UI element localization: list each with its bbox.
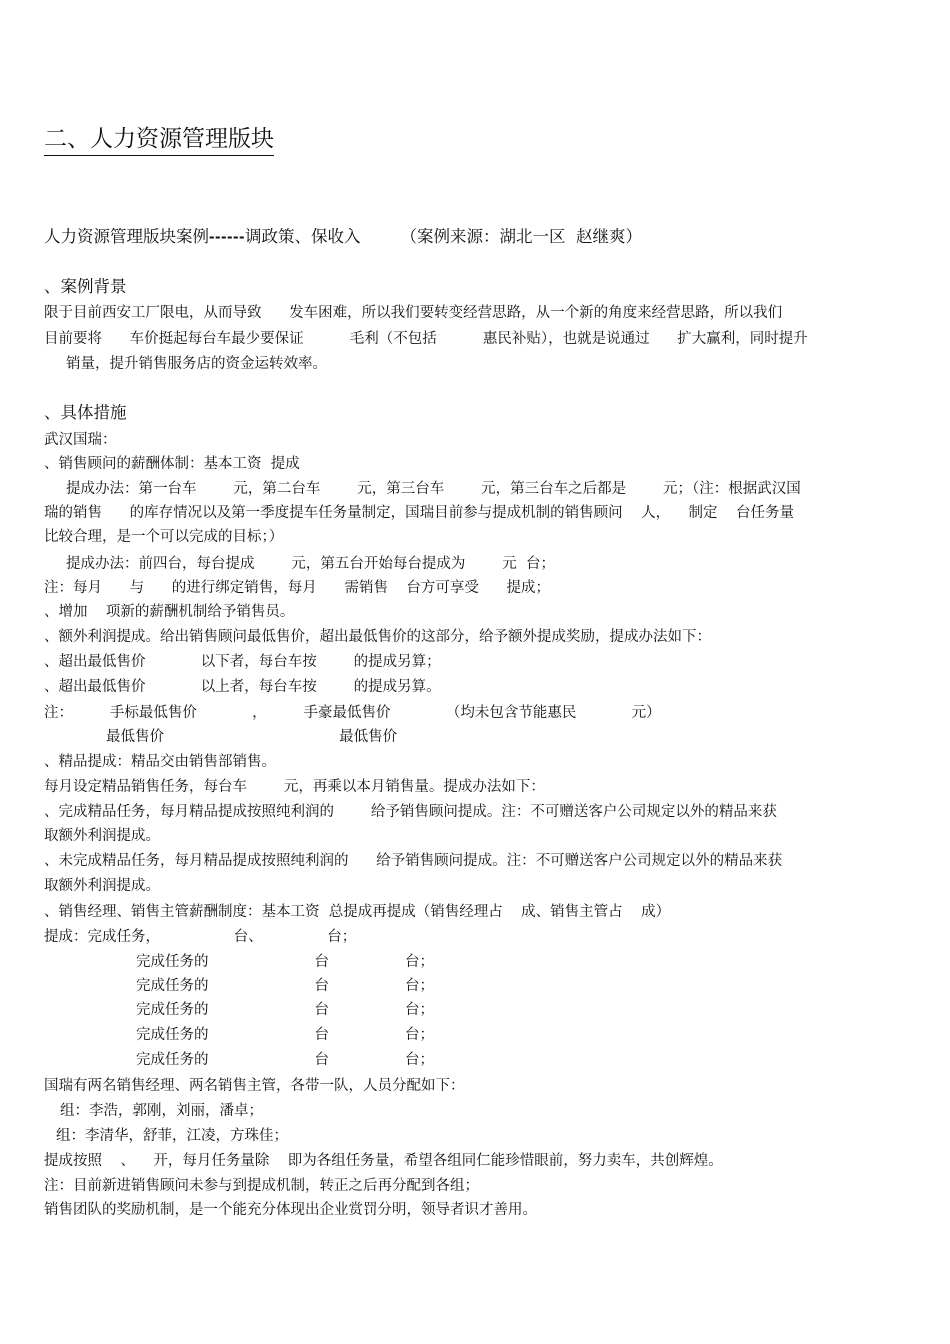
measure-line: 组：李浩，郭刚，刘丽，潘卓；: [60, 1103, 263, 1119]
measure-line: 提成按照 、 开，每月任务量除 即为各组任务量，希望各组同仁能珍惜眼前，努力卖车，共创辉煌。: [44, 1153, 723, 1169]
measure-line: 、超出最低售价 以下者，每台车按 的提成另算；: [44, 654, 441, 670]
tier-row: [136, 975, 434, 997]
measure-line: 注：每月 与 的进行绑定销售，每月 需销售 台方可享受 提成；: [44, 580, 551, 596]
measure-line: 、超出最低售价 以上者，每台车按 的提成另算。: [44, 679, 441, 695]
tier-label: 完成任务的: [136, 954, 209, 970]
measure-line: 瑞的销售 的库存情况以及第一季度提车任务量制定，国瑞目前参与提成机制的销售顾问 人， 制定 台任务量: [44, 505, 794, 521]
tier-end: 台；: [405, 1027, 434, 1043]
measure-line: 、额外利润提成。给出销售顾问最低售价，超出最低售价的这部分，给予额外提成奖励，提成办法如下：: [44, 629, 711, 645]
case-title-topic: 调政策、保收入: [244, 227, 361, 246]
measure-line: 组：李清华，舒菲，江凌，方珠佳；: [56, 1128, 288, 1144]
measure-line: 国瑞有两名销售经理、两名销售主管，各带一队，人员分配如下：: [44, 1078, 465, 1094]
tier-end: 台；: [405, 1052, 434, 1068]
background-line-1: 限于目前西安工厂限电，从而导致 发车困难，所以我们要转变经营思路，从一个新的角度来经营思路，所以我们: [44, 305, 783, 321]
measure-line: 提成办法：第一台车 元，第二台车 元，第三台车 元，第三台车之后都是 元；（注：根据武汉国: [66, 481, 801, 497]
measure-line: 、完成精品任务，每月精品提成按照纯利润的 给予销售顾问提成。注：不可赠送客户公司规定以外的精品来获: [44, 804, 777, 820]
tier-unit: 台: [314, 1052, 329, 1068]
tier-end: 台；: [405, 954, 434, 970]
tier-row: [136, 951, 434, 973]
background-line-2: 目前要将 车价挺起每台车最少要保证 毛利（不包括 惠民补贴），也就是说通过 扩大赢利，同时提升: [44, 331, 808, 347]
tier-row: [136, 999, 434, 1021]
background-line-3: 销量，提升销售服务店的资金运转效率。: [66, 356, 327, 372]
measure-line: 最低售价 最低售价: [106, 729, 398, 745]
measure-line: 取额外利润提成。: [44, 828, 160, 844]
case-title-dashes: ------: [209, 228, 245, 246]
tier-end: 台；: [405, 978, 434, 994]
measure-line: 比较合理，是一个可以完成的目标；）: [44, 529, 284, 545]
tier-label: 完成任务的: [136, 1052, 209, 1068]
tier-row: [136, 1049, 434, 1071]
tier-unit: 台: [314, 954, 329, 970]
measure-line: 、增加 项新的薪酬机制给予销售员。: [44, 604, 295, 620]
tier-label: 完成任务的: [136, 1027, 209, 1043]
tier-unit: 台: [314, 1002, 329, 1018]
measure-line: 注： 手标最低售价 ， 手豪最低售价 （均未包含节能惠民 元）: [44, 705, 661, 721]
case-source: （案例来源：湖北一区 赵继爽）: [400, 227, 642, 246]
measure-line: 、销售经理、销售主管薪酬制度：基本工资 总提成再提成（销售经理占 成、销售主管占 成）: [44, 904, 671, 920]
measure-line: 提成：完成任务， 台、 台；: [44, 929, 357, 945]
measure-line: 每月设定精品销售任务，每台车 元，再乘以本月销售量。提成办法如下：: [44, 779, 545, 795]
page-heading: 二、人力资源管理版块: [44, 124, 274, 156]
measure-line: 销售团队的奖励机制，是一个能充分体现出企业赏罚分明，领导者识才善用。: [44, 1202, 537, 1218]
measure-line: 、未完成精品任务，每月精品提成按照纯利润的 给予销售顾问提成。注：不可赠送客户公司规定以外的精品来获: [44, 853, 783, 869]
section-case-background: 、案例背景: [44, 277, 127, 296]
measure-line: 取额外利润提成。: [44, 878, 160, 894]
tier-unit: 台: [314, 978, 329, 994]
measure-line: 注：目前新进销售顾问未参与到提成机制，转正之后再分配到各组；: [44, 1178, 479, 1194]
measure-line: 、销售顾问的薪酬体制：基本工资 提成: [44, 456, 300, 472]
tier-row: [136, 1024, 434, 1046]
tier-label: 完成任务的: [136, 978, 209, 994]
measure-line: 提成办法：前四台，每台提成 元，第五台开始每台提成为 元 台；: [66, 556, 555, 572]
tier-label: 完成任务的: [136, 1002, 209, 1018]
tier-unit: 台: [314, 1027, 329, 1043]
measure-line: 武汉国瑞：: [44, 432, 117, 448]
tier-end: 台；: [405, 1002, 434, 1018]
measure-line: 、精品提成：精品交由销售部销售。: [44, 754, 276, 770]
case-title: [44, 226, 642, 248]
section-measures: 、具体措施: [44, 403, 127, 422]
case-title-main: 人力资源管理版块案例: [44, 227, 209, 246]
